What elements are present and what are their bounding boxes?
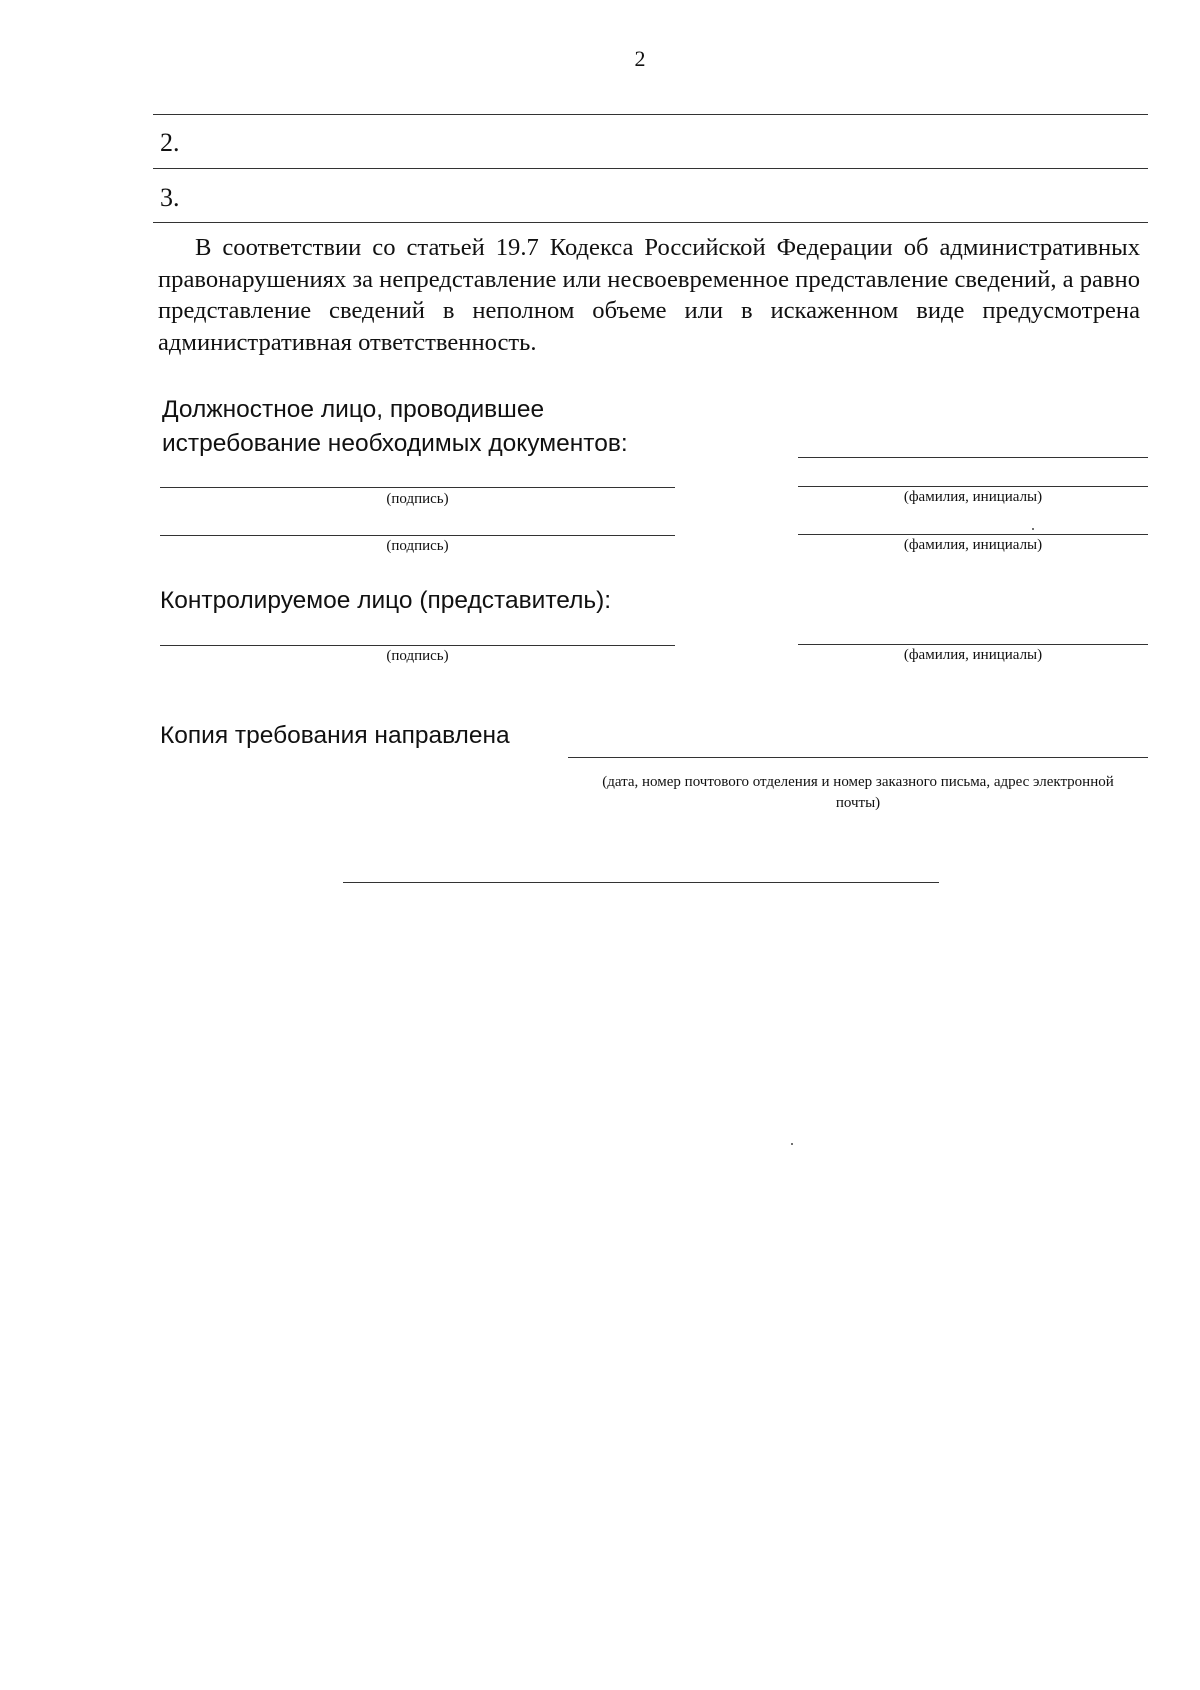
scan-speck bbox=[1032, 528, 1034, 530]
controlled-name-line bbox=[798, 644, 1148, 645]
list-item-2: 2. bbox=[160, 128, 180, 157]
list-line-top bbox=[153, 114, 1148, 115]
name-caption-2: (фамилия, инициалы) bbox=[903, 537, 1043, 553]
official-label-line1: Должностное лицо, проводившее bbox=[162, 396, 545, 423]
closing-separator-line bbox=[343, 882, 939, 883]
controlled-person-label: Контролируемое лицо (представитель): bbox=[160, 587, 612, 614]
controlled-signature-line bbox=[160, 645, 675, 646]
scan-speck-lower bbox=[791, 1143, 793, 1145]
signature-caption-3: (подпись) bbox=[386, 648, 449, 664]
official-name-line-top bbox=[798, 457, 1148, 458]
list-line-middle bbox=[153, 168, 1148, 169]
official-name-line-1 bbox=[798, 486, 1148, 487]
page-number: 2 bbox=[634, 46, 646, 71]
copy-details-line bbox=[568, 757, 1148, 758]
copy-sent-label: Копия требования направлена bbox=[160, 722, 510, 749]
legal-paragraph: В соответствии со статьей 19.7 Кодекса Российской Федерации об административных правонарушениях за непредставление или несвоевременное представление сведений, а равно представление сведений в неполном объеме или в искаженном виде предусмотрена административная ответственность. bbox=[158, 234, 1140, 356]
copy-details-caption: (дата, номер почтового отделения и номер заказного письма, адрес электронной почты) bbox=[602, 774, 1114, 811]
official-signature-line-2 bbox=[160, 535, 675, 536]
official-label-line2: истребование необходимых документов: bbox=[162, 430, 628, 457]
signature-caption-1: (подпись) bbox=[386, 491, 449, 507]
signature-caption-2: (подпись) bbox=[386, 538, 449, 554]
list-item-3: 3. bbox=[160, 183, 180, 212]
list-line-bottom bbox=[153, 222, 1148, 223]
name-caption-1: (фамилия, инициалы) bbox=[903, 489, 1043, 505]
official-name-line-2 bbox=[798, 534, 1148, 535]
name-caption-3: (фамилия, инициалы) bbox=[903, 647, 1043, 663]
official-signature-line-1 bbox=[160, 487, 675, 488]
